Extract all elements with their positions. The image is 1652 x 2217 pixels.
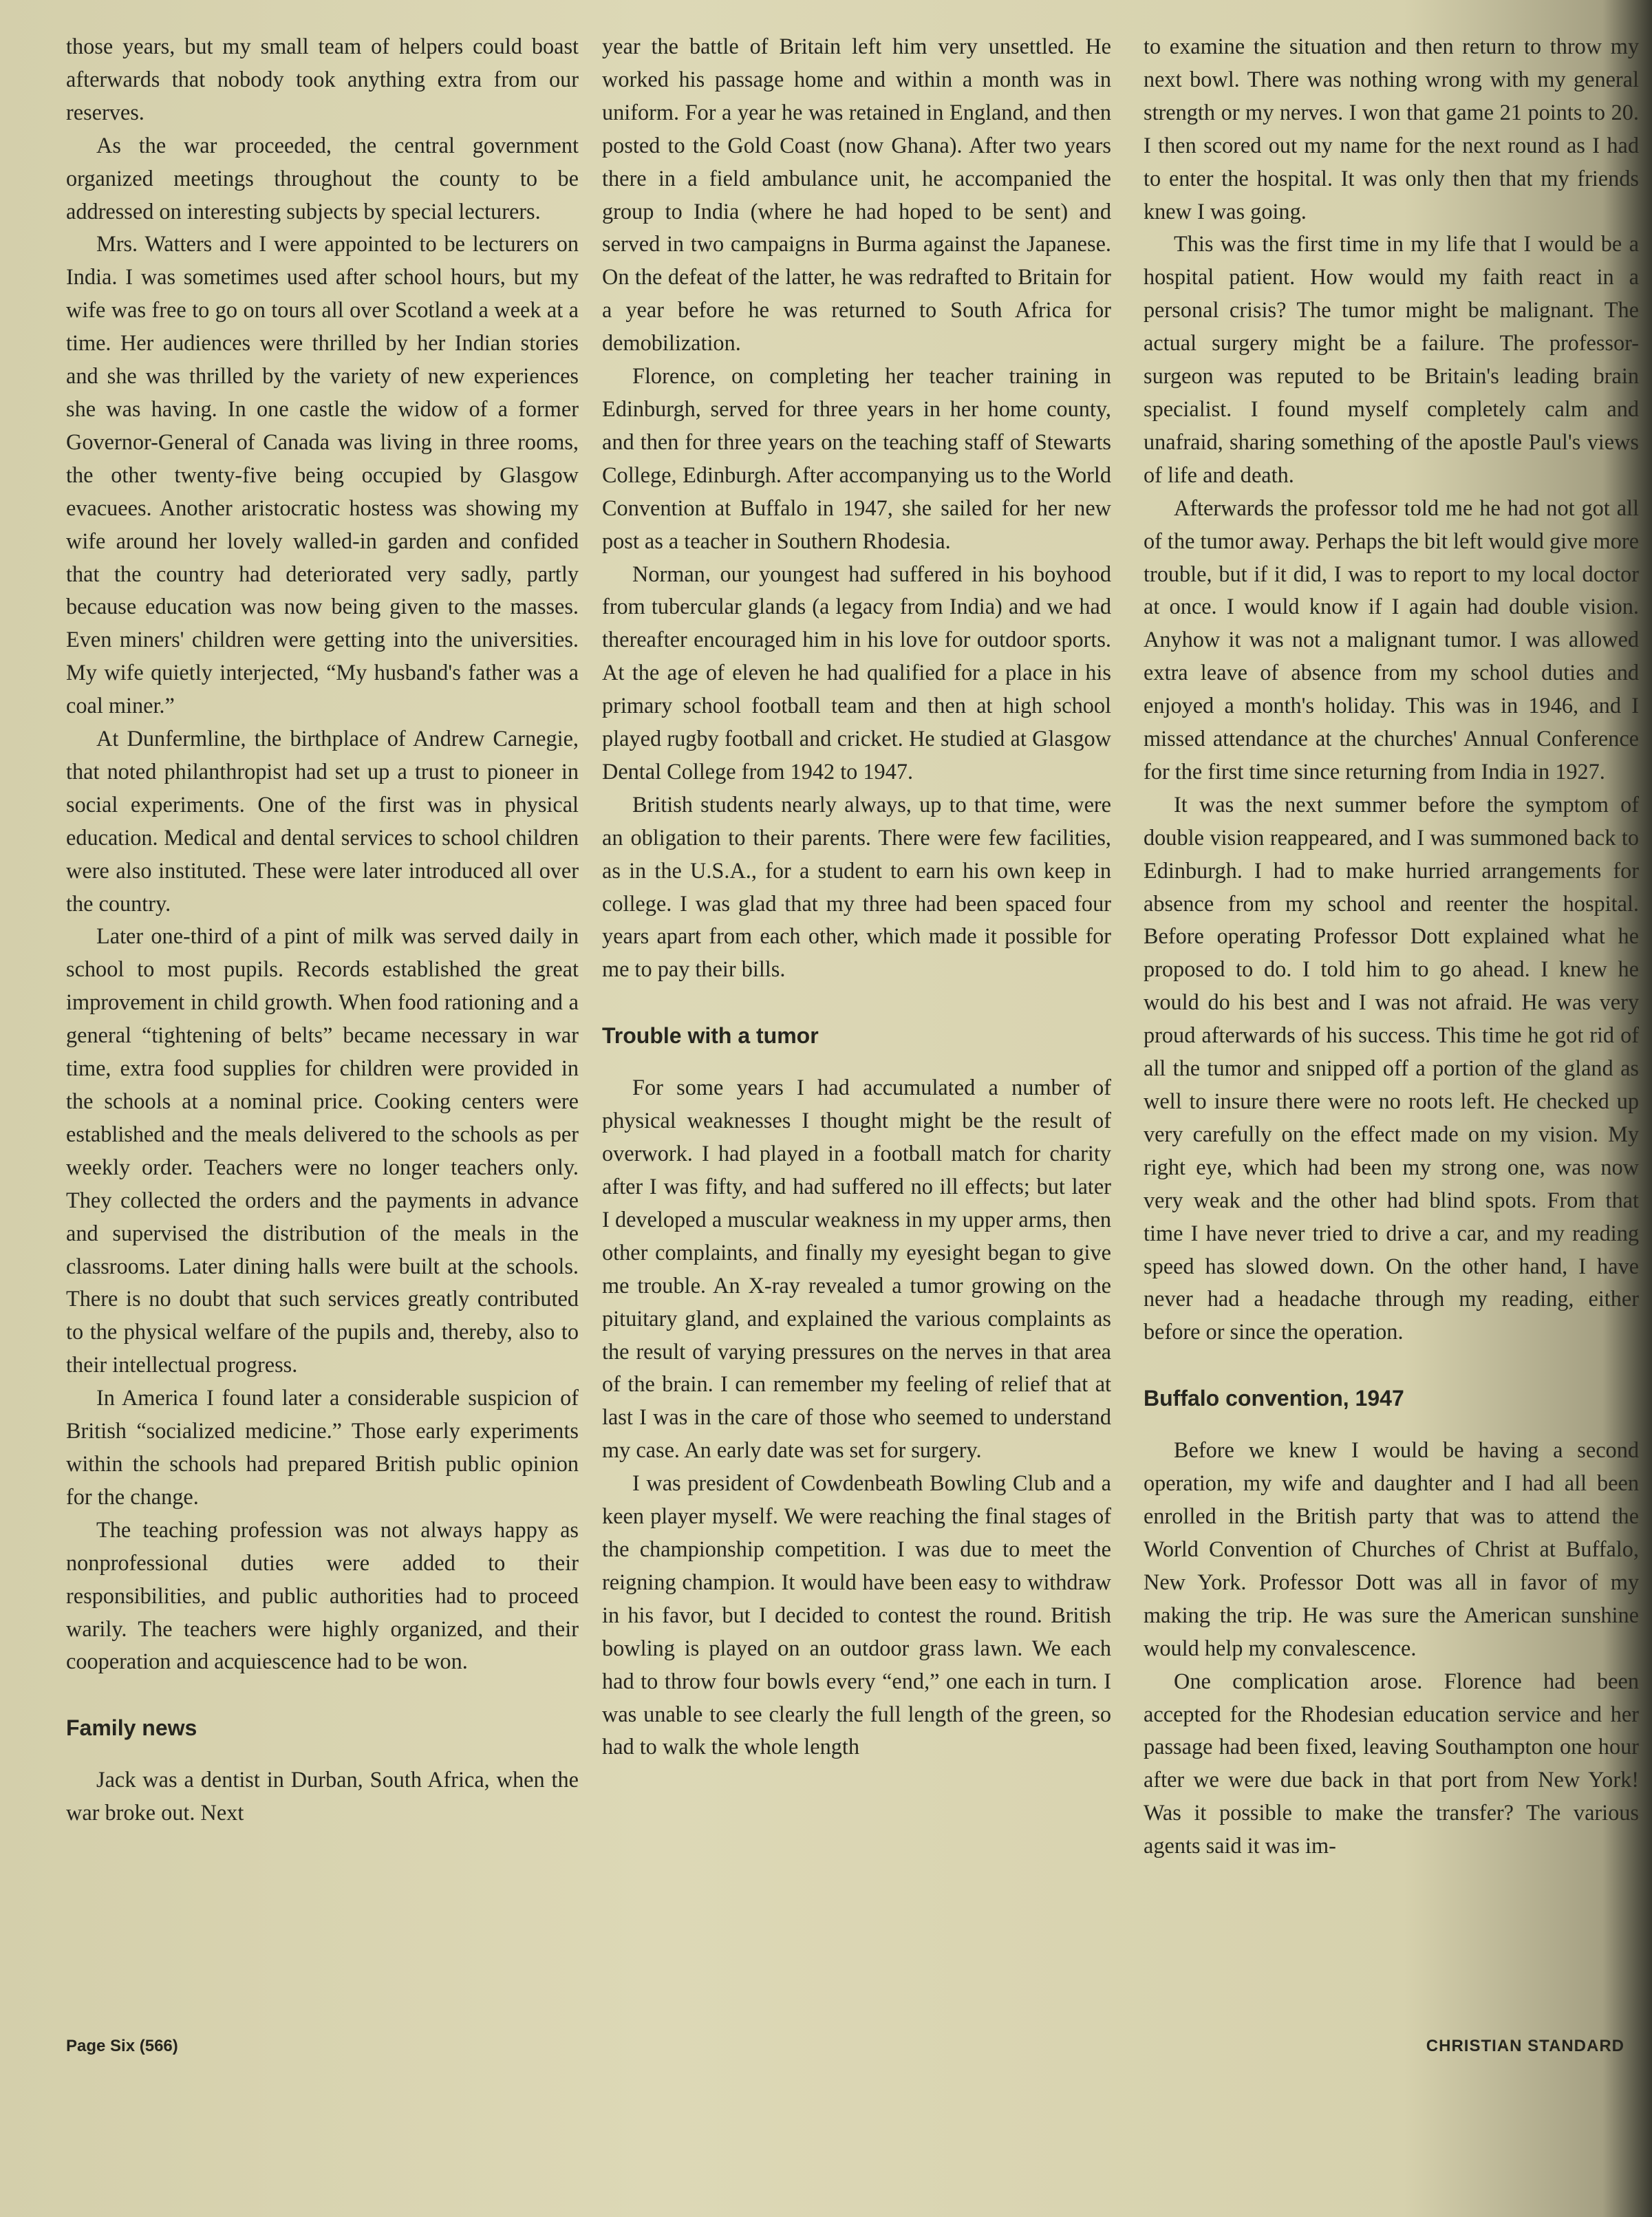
paragraph: I was president of Cowdenbeath Bowling Club and a keen player myself. We were reaching the final stages of the championship competition. I was due to meet the reigning champion. It would have been easy to withdraw in his favor, but I decided to contest the round. British bowling is played on an outdoor grass lawn. We each had to throw four bowls every “end,” one each in turn. I was unable to see clearly the full length of the green, so had to walk the whole length <box>602 1470 1111 1759</box>
paragraph: Norman, our youngest had suffered in his boyhood from tubercular glands (a legacy from India) and we had thereafter encouraged him in his love for outdoor sports. At the age of eleven he had qualified for a place in his primary school football team and then at high school played rugby football and cricket. He studied at Glasgow Dental College from 1942 to 1947. <box>602 561 1111 784</box>
paragraph: to examine the situation and then return to throw my next bowl. There was nothing wrong with my general strength or my nerves. I won that game 21 points to 20. I then scored out my name for the next round as I had to enter the hospital. It was only then that my friends knew I was going. <box>1144 34 1639 224</box>
column-3 <box>1144 30 1639 2012</box>
section-heading-family-news: Family news <box>66 1715 197 1741</box>
paragraph: Florence, on completing her teacher training in Edinburgh, served for three years in her home county, and then for three years on the teaching staff of Stewarts College, Edinburgh. After accompanying us to the World Convention at Buffalo in 1947, she sailed for her new post as a teacher in Southern Rhodesia. <box>602 363 1111 553</box>
section-heading-tumor: Trouble with a tumor <box>602 1023 819 1049</box>
paragraph: As the war proceeded, the central government organized meetings throughout the county to be addressed on interesting subjects by special lecturers. <box>66 132 579 224</box>
page-number-footer: Page Six (566) <box>66 2037 178 2055</box>
paragraph: Later one-third of a pint of milk was served daily in school to most pupils. Records established the great improvement in child growth. When food rationing and a general “tightening of belts” became necessary in war time, extra food supplies for children were provided in the schools at a nominal price. Cooking centers were established and the meals delivered to the schools as per weekly order. Teachers were no longer teachers only. They collected the orders and the payments in advance and supervised the distribution of the meals in the classrooms. Later dining halls were built at the schools. There is no doubt that such services greatly contributed to the physical welfare of the pupils and, thereby, also to their intellectual progress. <box>66 923 579 1378</box>
paragraph: year the battle of Britain left him very unsettled. He worked his passage home and within a month was in uniform. For a year he was retained in England, and then posted to the Gold Coast (now Ghana). After two years there in a field ambulance unit, he accompanied the group to India (where he had hoped to be sent) and served in two campaigns in Burma against the Japanese. On the defeat of the latter, he was redrafted to Britain for a year before he was returned to South Africa for demobilization. <box>602 34 1111 356</box>
paragraph: Before we knew I would be having a second operation, my wife and daughter and I had all been enrolled in the British party that was to attend the World Convention of Churches of Christ at Buffalo, New York. Professor Dott was all in favor of my making the trip. He was sure the American sunshine would help my convalescence. <box>1144 1437 1639 1660</box>
publication-name-footer: CHRISTIAN STANDARD <box>1426 2037 1624 2055</box>
column-1 <box>66 30 579 2012</box>
paragraph: One complication arose. Florence had been accepted for the Rhodesian education service and her passage had been fixed, leaving Southampton one hour after we were due back in that port from New York! Was it possible to make the transfer? The various agents said it was im- <box>1144 1668 1639 1859</box>
paragraph: British students nearly always, up to that time, were an obligation to their parents. There were few facilities, as in the U.S.A., for a student to earn his own keep in college. I was glad that my three had been spaced four years apart from each other, which made it possible for me to pay their bills. <box>602 791 1111 982</box>
column-2 <box>602 30 1111 2012</box>
paragraph: Afterwards the professor told me he had not got all of the tumor away. Perhaps the bit left would give more trouble, but if it did, I was to report to my local doctor at once. I would know if I again had double vision. Anyhow it was not a malignant tumor. I was allowed extra leave of absence from my school duties and enjoyed a month's holiday. This was in 1946, and I missed attendance at the churches' Annual Conference for the first time since returning from India in 1927. <box>1144 495 1639 784</box>
paragraph: The teaching profession was not always happy as nonprofessional duties were added to their responsibilities, and public authorities had to proceed warily. The teachers were highly organized, and their cooperation and acquiescence had to be won. <box>66 1517 579 1674</box>
paragraph: Mrs. Watters and I were appointed to be lecturers on India. I was sometimes used after school hours, but my wife was free to go on tours all over Scotland a week at a time. Her audiences were thrilled by her Indian stories and she was thrilled by the variety of new experiences she was having. In one castle the widow of a former Governor-General of Canada was living in three rooms, the other twenty-five being occupied by Glasgow evacuees. Another aristocratic hostess was showing my wife around her lovely walled-in garden and confided that the country had deteriorated very sadly, partly because education was now being given to the masses. Even miners' children were getting into the universities. My wife quietly interjected, “My husband's father was a coal miner.” <box>66 231 579 718</box>
paragraph: Jack was a dentist in Durban, South Africa, when the war broke out. Next <box>66 1767 579 1825</box>
section-heading-buffalo: Buffalo convention, 1947 <box>1144 1386 1404 1411</box>
paragraph: For some years I had accumulated a number of physical weaknesses I thought might be the result of overwork. I had played in a football match for charity after I was fifty, and had suffered no ill effects; but later I developed a muscular weakness in my upper arms, then other complaints, and finally my eyesight began to give me trouble. An X-ray revealed a tumor growing on the pituitary gland, and explained the various complaints as the result of varying pressures on the nerves in that area of the brain. I can remember my feeling of relief that at last I was in the care of those who seemed to understand my case. An early date was set for surgery. <box>602 1075 1111 1463</box>
paragraph: In America I found later a considerable suspicion of British “socialized medicine.” Those early experiments within the schools had prepared British public opinion for the change. <box>66 1385 579 1509</box>
paragraph: At Dunfermline, the birthplace of Andrew Carnegie, that noted philanthropist had set up a trust to pioneer in social experiments. One of the first was in physical education. Medical and dental services to school children were also instituted. These were later introduced all over the country. <box>66 726 579 916</box>
paragraph: those years, but my small team of helpers could boast afterwards that nobody took anything extra from our reserves. <box>66 34 579 125</box>
paragraph: It was the next summer before the symptom of double vision reappeared, and I was summoned back to Edinburgh. I had to make hurried arrangements for absence from my school and reenter the hospital. Before operating Professor Dott explained what he proposed to do. I told him to go ahead. I knew he would do his best and I was not afraid. He was very proud afterwards of his success. This time he got rid of all the tumor and snipped off a portion of the gland as well to insure there were no roots left. He checked up very carefully on the effect made on my vision. My right eye, which had been my strong one, was now very weak and the other had blind spots. From that time I have never tried to drive a car, and my reading speed has slowed down. On the other hand, I have never had a headache through my reading, either before or since the operation. <box>1144 791 1639 1345</box>
paragraph: This was the first time in my life that I would be a hospital patient. How would my faith react in a personal crisis? The tumor might be malignant. The actual surgery might be a failure. The professor-surgeon was reputed to be Britain's leading brain specialist. I found myself completely calm and unafraid, sharing something of the apostle Paul's views of life and death. <box>1144 231 1639 487</box>
